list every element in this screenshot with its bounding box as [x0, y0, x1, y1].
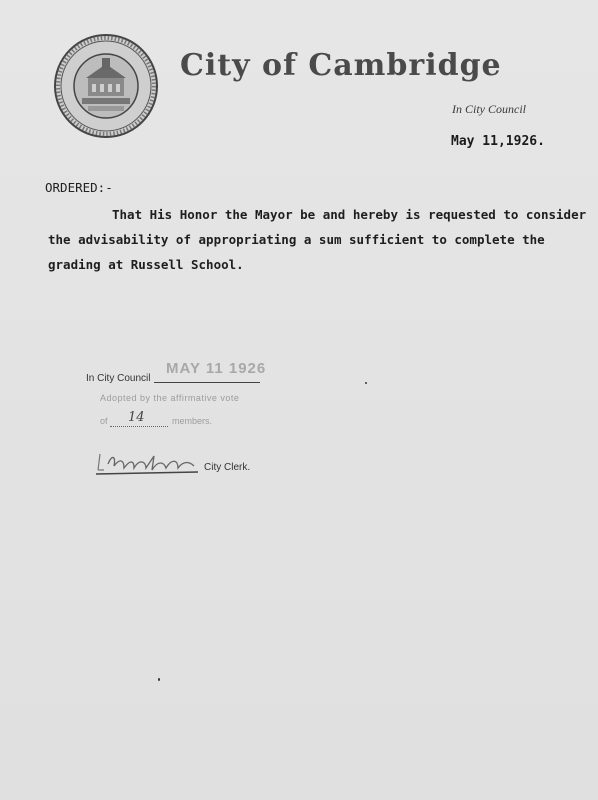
- stamp-members-label: members.: [172, 416, 213, 426]
- city-seal-graphic: [52, 32, 160, 140]
- stamp-date-rule: [154, 382, 260, 383]
- order-body: [48, 207, 587, 282]
- stamped-date: MAY 11 1926: [166, 360, 267, 377]
- council-label: In City Council: [452, 102, 526, 116]
- order-line: That His Honor the Mayor be and hereby is requested to consider: [112, 207, 587, 222]
- order-line: the advisability of appropriating a sum sufficient to complete the: [48, 232, 545, 247]
- paper-speck: [158, 678, 160, 681]
- stamp-count-rule: [110, 426, 168, 427]
- stamp-in-city-council: In City Council: [86, 373, 151, 384]
- ordered-heading: ORDERED:-: [45, 180, 113, 195]
- city-seal: [52, 32, 160, 140]
- stamp-adopted-text: Adopted by the affirmative vote: [100, 393, 240, 403]
- order-line: grading at Russell School.: [48, 257, 244, 272]
- vote-count: 14: [128, 410, 145, 425]
- letterhead-title: City of Cambridge: [180, 48, 502, 83]
- stamp-of-label: of: [100, 416, 108, 426]
- council-stamp: [86, 360, 286, 490]
- paper-speck: [365, 382, 367, 384]
- stamp-clerk-label: City Clerk.: [204, 462, 251, 473]
- document-date: May 11,1926.: [451, 134, 545, 149]
- clerk-signature: [94, 448, 204, 478]
